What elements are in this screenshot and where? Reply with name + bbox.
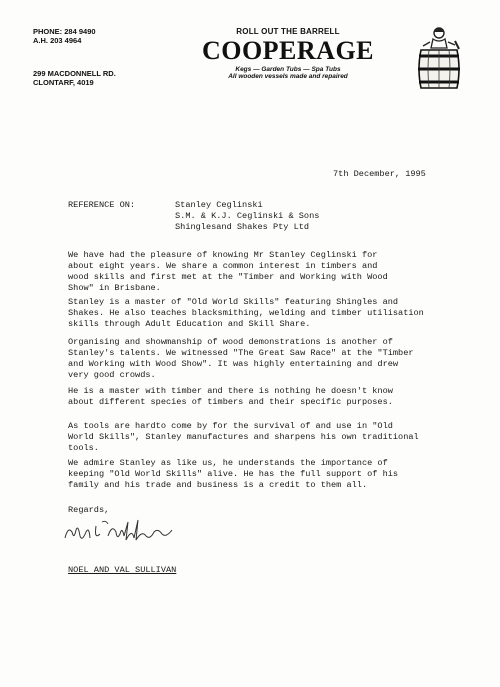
body-paragraph: Stanley is a master of "Old World Skills" featuring Shingles and Shakes. He also teaches blacksmithing, welding and timber utilisation skills through Adult Education and Skill Share. [68,297,424,329]
reference-block [175,200,319,233]
phone-number: PHONE: 284 9490 [33,27,96,36]
address-line-2: CLONTARF, 4019 [33,78,94,87]
body-paragraph: As tools are hardto come by for the survival of and use in "Old World Skills", Stanley manufactures and sharpens his own traditional tools. [68,421,419,453]
business-address [33,69,116,87]
letterhead-brand [193,27,383,80]
body-paragraph: We have had the pleasure of knowing Mr Stanley Ceglinski for about eight years. We share a common interest in timbers and wood skills and first met at the "Timber and Working with Wood Show" in Brisbane. [68,250,388,293]
handwritten-signature [62,518,182,548]
letter-date: 7th December, 1995 [333,169,426,179]
after-hours-number: A.H. 203 4964 [33,36,82,45]
signatory-name: NOEL AND VAL SULLIVAN [68,565,177,575]
body-paragraph: He is a master with timber and there is nothing he doesn't know about different species of timbers and their specific purposes. [68,386,393,407]
brand-motto: All wooden vessels made and repaired [228,73,348,80]
brand-products: Kegs — Garden Tubs — Spa Tubs [235,66,341,73]
body-paragraph: We admire Stanley as like us, he understands the importance of keeping "Old World Skills" alive. He has the full support of his family and his trade and business is a credit to them all. [68,458,399,490]
reference-firm: S.M. & K.J. Ceglinski & Sons [175,211,320,221]
body-paragraph: Organising and showmanship of wood demonstrations is another of Stanley's talents. We witnessed "The Great Saw Race" at the "Timber and Working with Wood Show". It was highly entertaining and drew very good crowds. [68,337,414,380]
reference-company: Shinglesand Shakes Pty Ltd [175,222,310,232]
contact-numbers [33,27,96,45]
company-name: COOPERAGE [201,36,375,65]
reference-label: REFERENCE ON: [68,200,136,210]
address-line-1: 299 MACDONNELL RD. [33,69,116,78]
reference-name: Stanley Ceglinski [175,200,263,210]
barrel-with-cooper-icon [413,24,465,90]
brand-tagline: ROLL OUT THE BARRELL [236,27,340,36]
closing-salutation: Regards, [68,505,110,515]
